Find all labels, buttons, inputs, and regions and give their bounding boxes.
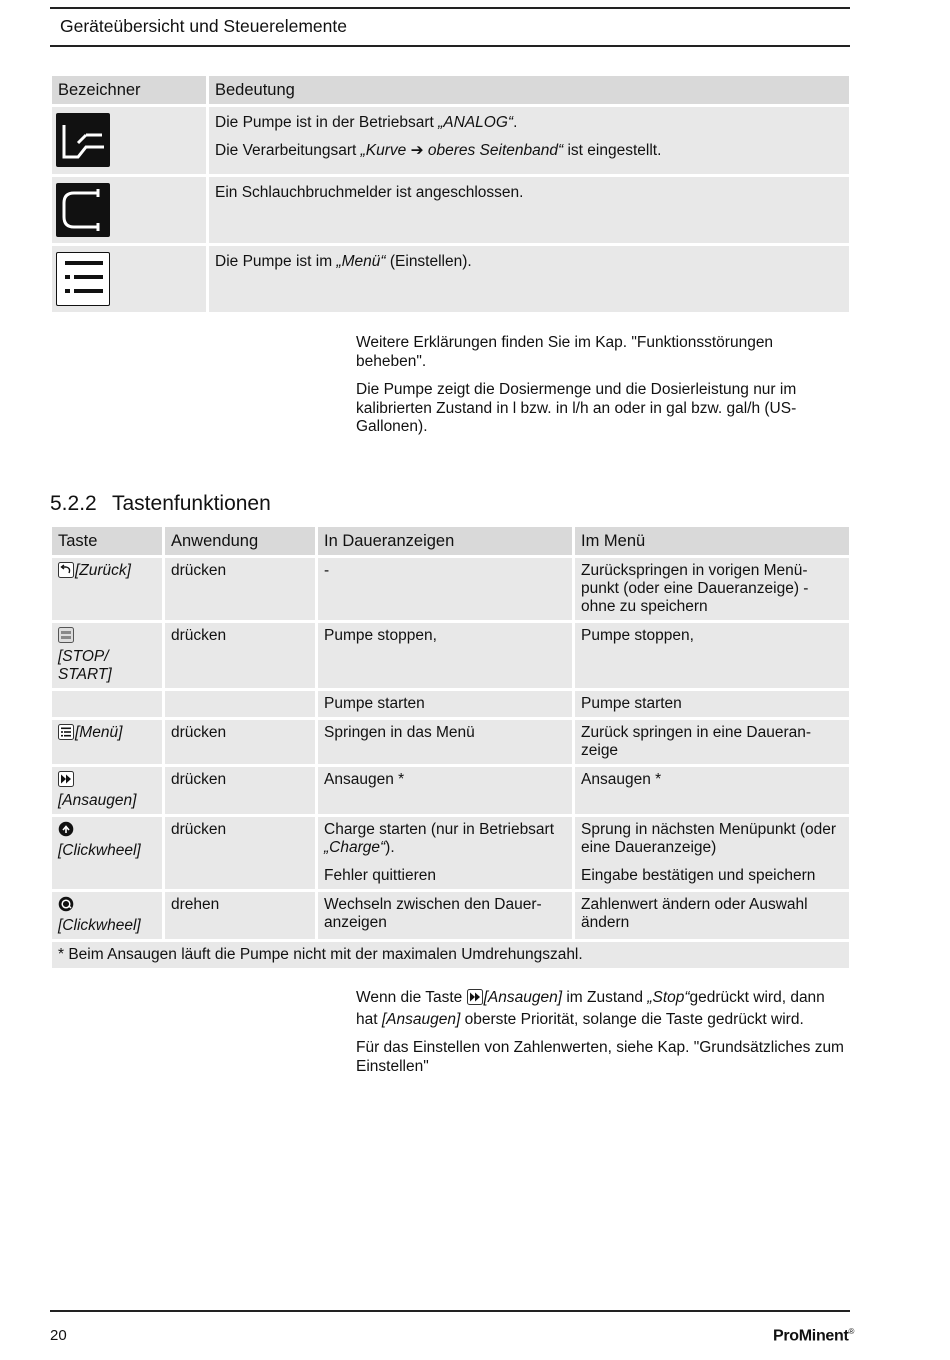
table-row <box>52 107 849 174</box>
meaning-cell <box>209 246 849 312</box>
meaning-cell <box>209 177 849 243</box>
page-number: 20 <box>50 1327 67 1344</box>
key-cell <box>52 720 162 764</box>
hose-rupture-icon <box>56 183 110 237</box>
display-cell: Springen in das Menü <box>318 720 572 764</box>
menu-line: Sprung in nächsten Menüpunkt (oder eine Daueranzeige) <box>581 821 837 856</box>
table-row <box>52 246 849 312</box>
mode-curve: „Kurve ➔ oberes Seitenband“ <box>360 142 564 159</box>
col-header-bezeichner: Bezeichner <box>52 76 206 104</box>
key-label: [STOP/ START] <box>58 648 112 683</box>
text: Wenn die Taste <box>356 989 467 1006</box>
text: Die Verarbeitungsart <box>215 142 361 159</box>
header-top-rule <box>50 7 850 9</box>
display-cell: Pumpe starten <box>318 691 572 717</box>
menu-cell <box>575 817 849 889</box>
note-block-2 <box>356 989 846 1086</box>
display-line: Fehler quittieren <box>324 867 437 884</box>
table-row <box>52 817 849 889</box>
key-label: [Ansaugen] <box>381 1010 461 1028</box>
section-number: 5.2.2 <box>50 492 97 515</box>
table-row <box>52 691 849 717</box>
note-block-1 <box>356 334 846 447</box>
key-label: [Clickwheel] <box>58 917 141 934</box>
mode-analog: „ANALOG“ <box>438 114 514 131</box>
text: im Zustand <box>562 989 648 1006</box>
table-row <box>52 558 849 620</box>
symbol-table-header <box>52 76 849 104</box>
footnote-row <box>52 942 849 968</box>
mode-menu: „Menü“ <box>336 253 386 270</box>
note-paragraph: Die Pumpe zeigt die Dosiermenge und die Dosierleistung nur im kalibrierten Zustand in l bzw. in l/h an oder in gal bzw. gal/h (US-Gallonen). <box>356 381 797 435</box>
key-table-header <box>52 527 849 555</box>
menu-list-icon <box>56 252 110 306</box>
stop-start-icon <box>58 627 74 648</box>
display-cell: - <box>318 558 572 620</box>
key-cell <box>52 691 162 717</box>
display-line <box>324 821 566 857</box>
text: Charge starten (nur in Betriebsart <box>324 821 555 838</box>
key-label: [Menü] <box>75 724 123 741</box>
key-function-table <box>49 524 852 971</box>
text: (Einstellen). <box>385 253 472 270</box>
menu-cell: Zurück springen in eine Daueran-zeige <box>575 720 849 764</box>
section-heading <box>50 492 271 516</box>
col-header-menu: Im Menü <box>575 527 849 555</box>
menu-cell: Zurückspringen in vorigen Menü-punkt (oder eine Daueranzeige) - ohne zu speichern <box>575 558 849 620</box>
brand-logo <box>773 1327 854 1345</box>
meaning-line: Ein Schlauchbruchmelder ist angeschlossen. <box>215 184 524 201</box>
meaning-line <box>215 142 843 160</box>
back-arrow-icon <box>58 562 74 583</box>
action-cell: drücken <box>165 767 315 814</box>
mode-charge: „Charge“ <box>324 839 386 856</box>
text: gedrückt wird, dann hat <box>356 989 825 1028</box>
table-row <box>52 177 849 243</box>
footer-rule <box>50 1310 850 1312</box>
note-paragraph <box>356 989 846 1029</box>
col-header-taste: Taste <box>52 527 162 555</box>
menu-cell: Pumpe stoppen, <box>575 623 849 688</box>
note-paragraph: Für das Einstellen von Zahlenwerten, siehe Kap. "Grundsätzliches zum Einstellen" <box>356 1039 844 1075</box>
meaning-cell <box>209 107 849 174</box>
symbol-table <box>49 73 852 315</box>
section-title: Tastenfunktionen <box>112 492 271 515</box>
note-paragraph: Weitere Erklärungen finden Sie im Kap. "Funktionsstörungen beheben". <box>356 334 774 370</box>
display-cell <box>318 817 572 889</box>
text: . <box>513 114 518 131</box>
key-cell <box>52 892 162 939</box>
text: oberste Priorität, solange die Taste gedrückt wird. <box>460 1010 804 1028</box>
key-cell <box>52 817 162 889</box>
analog-curve-icon <box>56 113 110 167</box>
page-header-title: Geräteübersicht und Steuerelemente <box>60 16 347 36</box>
action-cell: drücken <box>165 720 315 764</box>
table-row <box>52 720 849 764</box>
symbol-cell <box>52 107 206 174</box>
action-cell: drücken <box>165 558 315 620</box>
display-cell: Ansaugen * <box>318 767 572 814</box>
key-cell <box>52 623 162 688</box>
clickwheel-press-icon <box>58 821 74 842</box>
action-cell: drücken <box>165 623 315 688</box>
action-cell: drehen <box>165 892 315 939</box>
text: Die Pumpe ist im <box>215 253 337 270</box>
menu-line: Eingabe bestätigen und speichern <box>581 867 816 884</box>
table-row <box>52 892 849 939</box>
action-cell: drücken <box>165 817 315 889</box>
key-label: [Ansaugen] <box>483 989 563 1006</box>
col-header-bedeutung: Bedeutung <box>209 76 849 104</box>
menu-icon <box>58 724 74 745</box>
key-label: [Ansaugen] <box>58 792 137 809</box>
display-cell: Pumpe stoppen, <box>318 623 572 688</box>
menu-cell: Pumpe starten <box>575 691 849 717</box>
menu-cell: Ansaugen * <box>575 767 849 814</box>
meaning-line <box>215 253 843 271</box>
text: ist eingestellt. <box>563 142 662 159</box>
action-cell <box>165 691 315 717</box>
key-cell <box>52 558 162 620</box>
key-cell <box>52 767 162 814</box>
footnote: * Beim Ansaugen läuft die Pumpe nicht mit der maximalen Umdrehungszahl. <box>52 942 849 968</box>
col-header-anwendung: Anwendung <box>165 527 315 555</box>
table-row <box>52 767 849 814</box>
symbol-cell <box>52 177 206 243</box>
state-stop: „Stop“ <box>647 989 690 1006</box>
col-header-daueranzeigen: In Daueranzeigen <box>318 527 572 555</box>
header-bottom-rule <box>50 45 850 47</box>
text: Die Pumpe ist in der Betriebsart <box>215 114 439 131</box>
key-label: [Zurück] <box>75 562 131 579</box>
meaning-line <box>215 114 843 132</box>
menu-cell: Zahlenwert ändern oder Auswahl ändern <box>575 892 849 939</box>
table-row <box>52 623 849 688</box>
prime-icon <box>467 989 483 1011</box>
key-label: [Clickwheel] <box>58 842 141 859</box>
text: ). <box>385 839 395 856</box>
clickwheel-turn-icon <box>58 896 74 917</box>
prime-icon <box>58 771 74 792</box>
registered-mark: ® <box>848 1327 855 1336</box>
brand-name: ProMinent <box>773 1327 849 1345</box>
display-cell: Wechseln zwischen den Dauer-anzeigen <box>318 892 572 939</box>
symbol-cell <box>52 246 206 312</box>
